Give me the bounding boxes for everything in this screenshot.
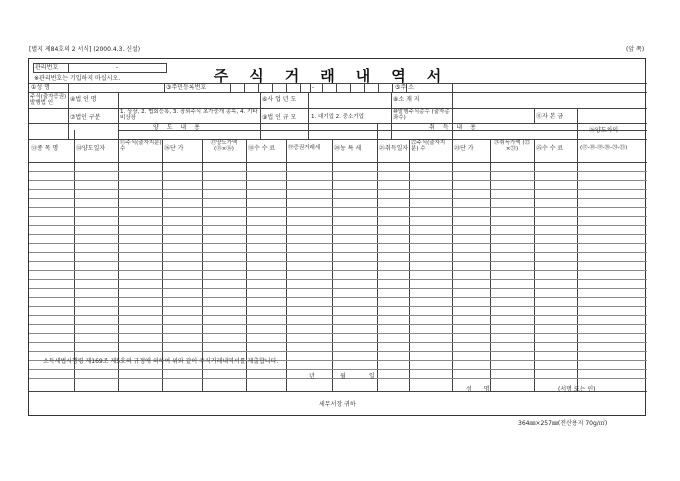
management-number-label: 관리번호 — [35, 64, 59, 71]
location-label: ⑧소 재 지 — [393, 96, 420, 103]
table-row[interactable] — [29, 216, 647, 217]
page-side-label: (앞 쪽) — [626, 46, 645, 53]
col-stock-name: ⑬종 목 명 — [31, 145, 59, 152]
corp-name-label: ④법 인 명 — [70, 96, 97, 103]
col-acquire-unit-price: ㉓단 가 — [454, 145, 474, 152]
corp-size-options: 1. 대기업 2. 중소기업 — [311, 114, 364, 120]
transfer-section-header: 양 도 내 용 — [153, 124, 203, 131]
sign-hint: (서명 또는 인) — [558, 386, 596, 393]
capital-label: ⑪자 본 금 — [536, 113, 564, 120]
table-row[interactable] — [29, 306, 647, 307]
recipient-label: 세무서장 귀하 — [319, 401, 356, 408]
table-row[interactable] — [29, 180, 647, 181]
col-acquire-amount: ㉔취득가액 (㉒×㉓) — [493, 140, 531, 153]
table-row[interactable] — [29, 243, 647, 244]
table-row[interactable] — [29, 171, 647, 172]
col-transfer-unit-price: ⑯단 가 — [164, 145, 184, 152]
table-row[interactable] — [29, 261, 647, 262]
issued-shares-label: ⑩발행주식총수 (출자총좌수) — [393, 109, 450, 122]
col-acquire-shares: ㉒주식(출자지분) 수 — [411, 140, 446, 153]
gain-column-header: ㉖양도차익 — [589, 127, 619, 134]
table-row[interactable] — [29, 234, 647, 235]
address-label: ⑤주 소 — [395, 84, 414, 91]
name-label: ①성 명 — [31, 84, 50, 91]
business-year-label: ⑥사 업 년 도 — [262, 96, 297, 103]
col-transfer-fee: ⑱수 수 료 — [248, 145, 276, 152]
table-row[interactable] — [29, 279, 647, 280]
table-row[interactable] — [29, 225, 647, 226]
col-securities-tax: ⑲증권거래세 — [288, 145, 321, 151]
form-number: [별지 제84호의 2 서식] (2000.4.3. 신설) — [29, 46, 141, 53]
signer-label: 성 명 — [466, 386, 495, 393]
date-month-label: 월 — [340, 373, 346, 380]
col-acquire-fee: ㉕수 수 료 — [536, 145, 564, 152]
table-row[interactable] — [29, 342, 647, 343]
table-row[interactable] — [29, 198, 647, 199]
table-row[interactable] — [29, 288, 647, 289]
table-row[interactable] — [29, 324, 647, 325]
management-number-value: - — [116, 64, 119, 71]
col-transfer-date: ⑭양도일자 — [76, 145, 106, 152]
table-row[interactable] — [29, 351, 647, 352]
corp-type-options: 1. 상장, 2. 협회등록, 3. 장외주식 초가중개 종목, 4. 기타 비상장 — [120, 109, 258, 122]
acquire-section-header: 취 득 내 용 — [429, 124, 479, 131]
issuer-label: 주식(출자증권)발행법 인 — [30, 94, 67, 107]
table-row[interactable] — [29, 378, 647, 379]
col-transfer-shares: ⑮주식(출자지분) 수 — [120, 140, 162, 153]
management-number-note: ※관리번호는 기입하지 마십시오. — [34, 75, 121, 82]
table-row[interactable] — [29, 207, 647, 208]
table-row[interactable] — [29, 270, 647, 271]
form-title: 주식거래내역서 — [213, 67, 463, 85]
table-row[interactable] — [29, 315, 647, 316]
table-row[interactable] — [29, 333, 647, 334]
resident-number-dash: - — [312, 84, 315, 91]
corp-size-label: ⑨법 인 규 모 — [262, 114, 297, 121]
resident-number-label: ③주민등록번호 — [166, 84, 207, 91]
table-row[interactable] — [29, 297, 647, 298]
corp-type-label: ⑦법인 구분 — [70, 114, 101, 121]
date-day-label: 일 — [369, 373, 375, 380]
table-row[interactable] — [29, 369, 647, 370]
paper-spec: 364㎜×257㎜(전산용지 70g/㎡) — [518, 420, 608, 427]
date-year-label: 년 — [309, 373, 315, 380]
col-acquire-date: ㉑취득일자 — [379, 145, 409, 152]
col-transfer-amount: ⑰양도가액 (⑮×⑯) — [210, 140, 238, 153]
table-row[interactable] — [29, 189, 647, 190]
col-gain-formula: (⑰-⑱-⑲-⑳-㉔-㉕) — [580, 145, 628, 151]
table-row[interactable] — [29, 252, 647, 253]
declaration-text: 소득세법시행령 제169조 제5호의 규정에 의하여 위와 같이 주식거래내역서를 제출합니다. — [43, 358, 279, 365]
col-rural-tax: ⑳농 특 세 — [334, 145, 362, 152]
